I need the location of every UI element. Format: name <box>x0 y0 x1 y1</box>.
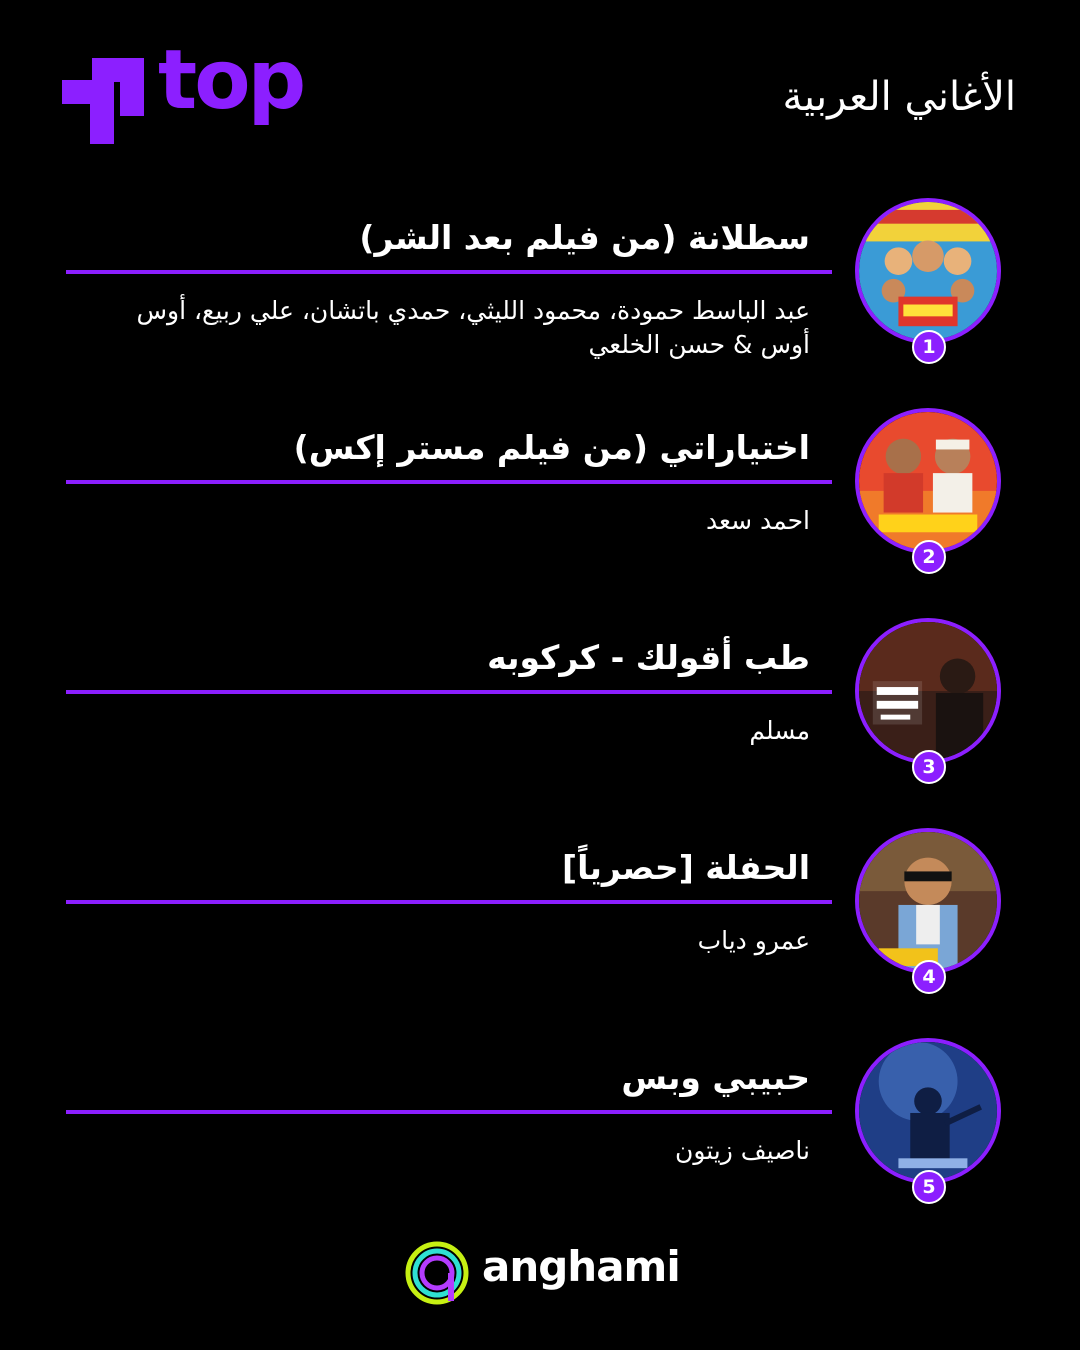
list-item[interactable] <box>0 618 1080 818</box>
album-cover <box>855 408 1001 554</box>
divider <box>66 690 832 694</box>
album-cover <box>855 1038 1001 1184</box>
album-art-icon <box>859 622 997 760</box>
list-item[interactable] <box>0 1038 1080 1238</box>
divider <box>66 480 832 484</box>
song-title[interactable]: الحفلة [حصرياً] <box>562 848 810 887</box>
song-artist[interactable]: مسلم <box>749 716 810 745</box>
divider <box>66 270 832 274</box>
album-cover <box>855 828 1001 974</box>
song-artist[interactable]: ناصيف زيتون <box>674 1136 810 1165</box>
anghami-logo-icon <box>404 1240 474 1306</box>
rank-badge: 5 <box>912 1170 946 1204</box>
song-title[interactable]: حبيبي وبس <box>621 1058 810 1097</box>
top-logo-text: top <box>158 33 304 128</box>
song-title[interactable]: سطلانة (من فيلم بعد الشر) <box>359 218 810 257</box>
list-item[interactable] <box>0 408 1080 608</box>
song-title[interactable]: اختياراتي (من فيلم مستر إكس) <box>293 428 810 467</box>
list-item[interactable] <box>0 198 1080 398</box>
song-artist[interactable]: عمرو دياب <box>697 926 810 955</box>
rank-badge: 4 <box>912 960 946 994</box>
album-art-icon <box>859 1042 997 1180</box>
song-artist[interactable]: عبد الباسط حمودة، محمود الليثي، حمدي باتشان، علي ربيع، أوس أوس & حسن الخلعي <box>136 296 810 359</box>
album-cover <box>855 618 1001 764</box>
anghami-logo-text: anghami <box>482 1242 680 1291</box>
album-art-icon <box>859 832 997 970</box>
list-item[interactable] <box>0 828 1080 1028</box>
album-art-icon <box>859 202 997 340</box>
page-title: الأغاني العربية <box>782 74 1016 120</box>
top-logo <box>62 33 322 150</box>
top-logo-mark-icon <box>62 58 144 144</box>
song-artist[interactable]: احمد سعد <box>705 506 810 535</box>
rank-badge: 2 <box>912 540 946 574</box>
album-cover <box>855 198 1001 344</box>
divider <box>66 1110 832 1114</box>
divider <box>66 900 832 904</box>
anghami-logo <box>404 1240 684 1310</box>
song-title[interactable]: طب أقولك - كركوبه <box>487 638 810 677</box>
rank-badge: 3 <box>912 750 946 784</box>
rank-badge: 1 <box>912 330 946 364</box>
album-art-icon <box>859 412 997 550</box>
